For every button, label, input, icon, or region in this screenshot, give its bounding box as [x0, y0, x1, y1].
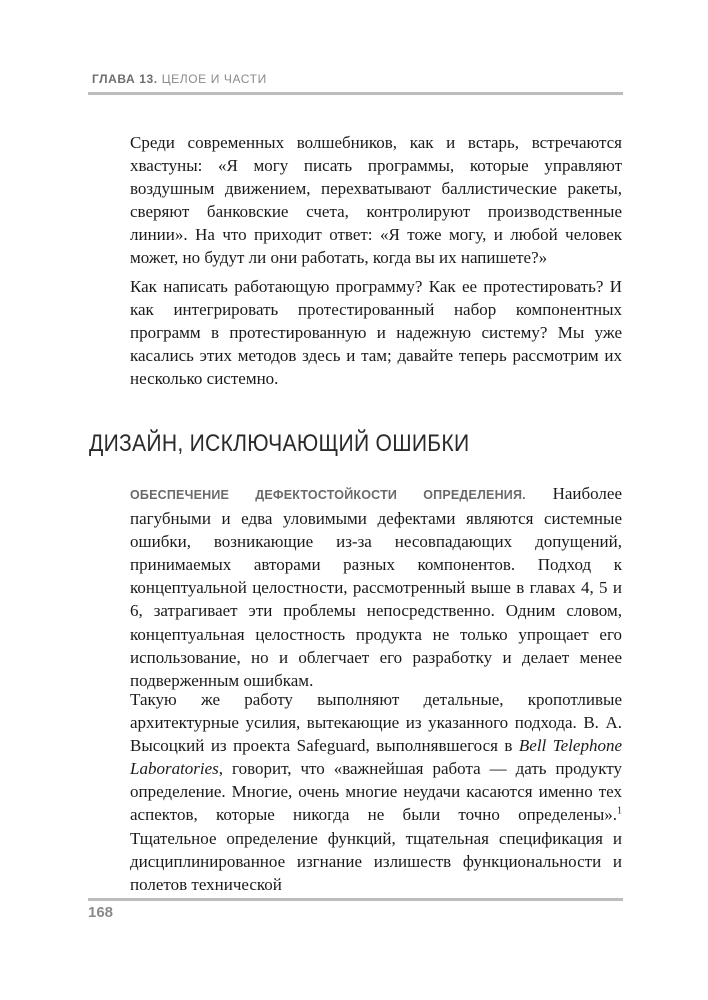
footnote-marker: 1	[617, 805, 622, 817]
paragraph-4	[130, 688, 622, 896]
page-number: 168	[88, 904, 114, 921]
paragraph-2-text: Как написать работающую программу? Как ее протестировать? И как интегрировать протестированный набор компонентных программ в протестированную и надежную систему? Мы уже касались этих методов здесь и там; давайте теперь рассмотрим их несколько системно.	[130, 277, 622, 389]
header-rule	[88, 92, 623, 95]
paragraph-3-text: Наиболее пагубными и едва уловимыми дефектами являются системные ошибки, возникающие из-за несовпадающих допущений, принимаемых авторами разных компонентов. Подход к концептуальной целостности, рассмотренный выше в главах 4, 5 и 6, затрагивает эти проблемы непосредственно. Одним словом, концептуальная целостность продукта не только упрощает его использование, но и облегчает его разработку и делает менее подверженным ошибкам.	[130, 484, 622, 690]
chapter-title: ЦЕЛОЕ И ЧАСТИ	[161, 72, 267, 86]
paragraph-4-text-a: Такую же работу выполняют детальные, кропотливые архитектурные усилия, вытекающие из указанного подхода. В. А. Высоцкий из проекта Safeguard, выполнявшегося в	[130, 690, 622, 756]
paragraph-4-text-c: Тщательное определение функций, тщательная спецификация и дисциплинированное изгнание излишеств функциональности и полетов технической	[130, 828, 622, 894]
organization-name: Bell Telephone Laboratories	[130, 736, 622, 779]
section-heading: ДИЗАЙН, ИСКЛЮЧАЮЩИЙ ОШИБКИ	[89, 430, 470, 457]
paragraph-1	[130, 131, 622, 270]
footer-rule	[88, 898, 623, 901]
paragraph-4-text-b: , говорит, что «важнейшая работа — дать продукту определение. Многие, очень многие неудачи касаются именно тех аспектов, которые никогда не были точно определены».	[130, 759, 622, 825]
chapter-label: ГЛАВА 13.	[92, 72, 158, 86]
run-in-heading: ОБЕСПЕЧЕНИЕ ДЕФЕКТОСТОЙКОСТИ ОПРЕДЕЛЕНИЯ.	[130, 488, 526, 502]
paragraph-1-text: Среди современных волшебников, как и встарь, встречаются хвастуны: «Я могу писать программы, которые управляют воздушным движением, перехватывают баллистические ракеты, сверяют банковские счета, контролируют производственные линии». На что приходит ответ: «Я тоже могу, и любой человек может, но будут ли они работать, когда вы их напишете?»	[130, 133, 622, 268]
running-head	[92, 72, 267, 86]
paragraph-3	[130, 482, 622, 692]
paragraph-2	[130, 275, 622, 390]
